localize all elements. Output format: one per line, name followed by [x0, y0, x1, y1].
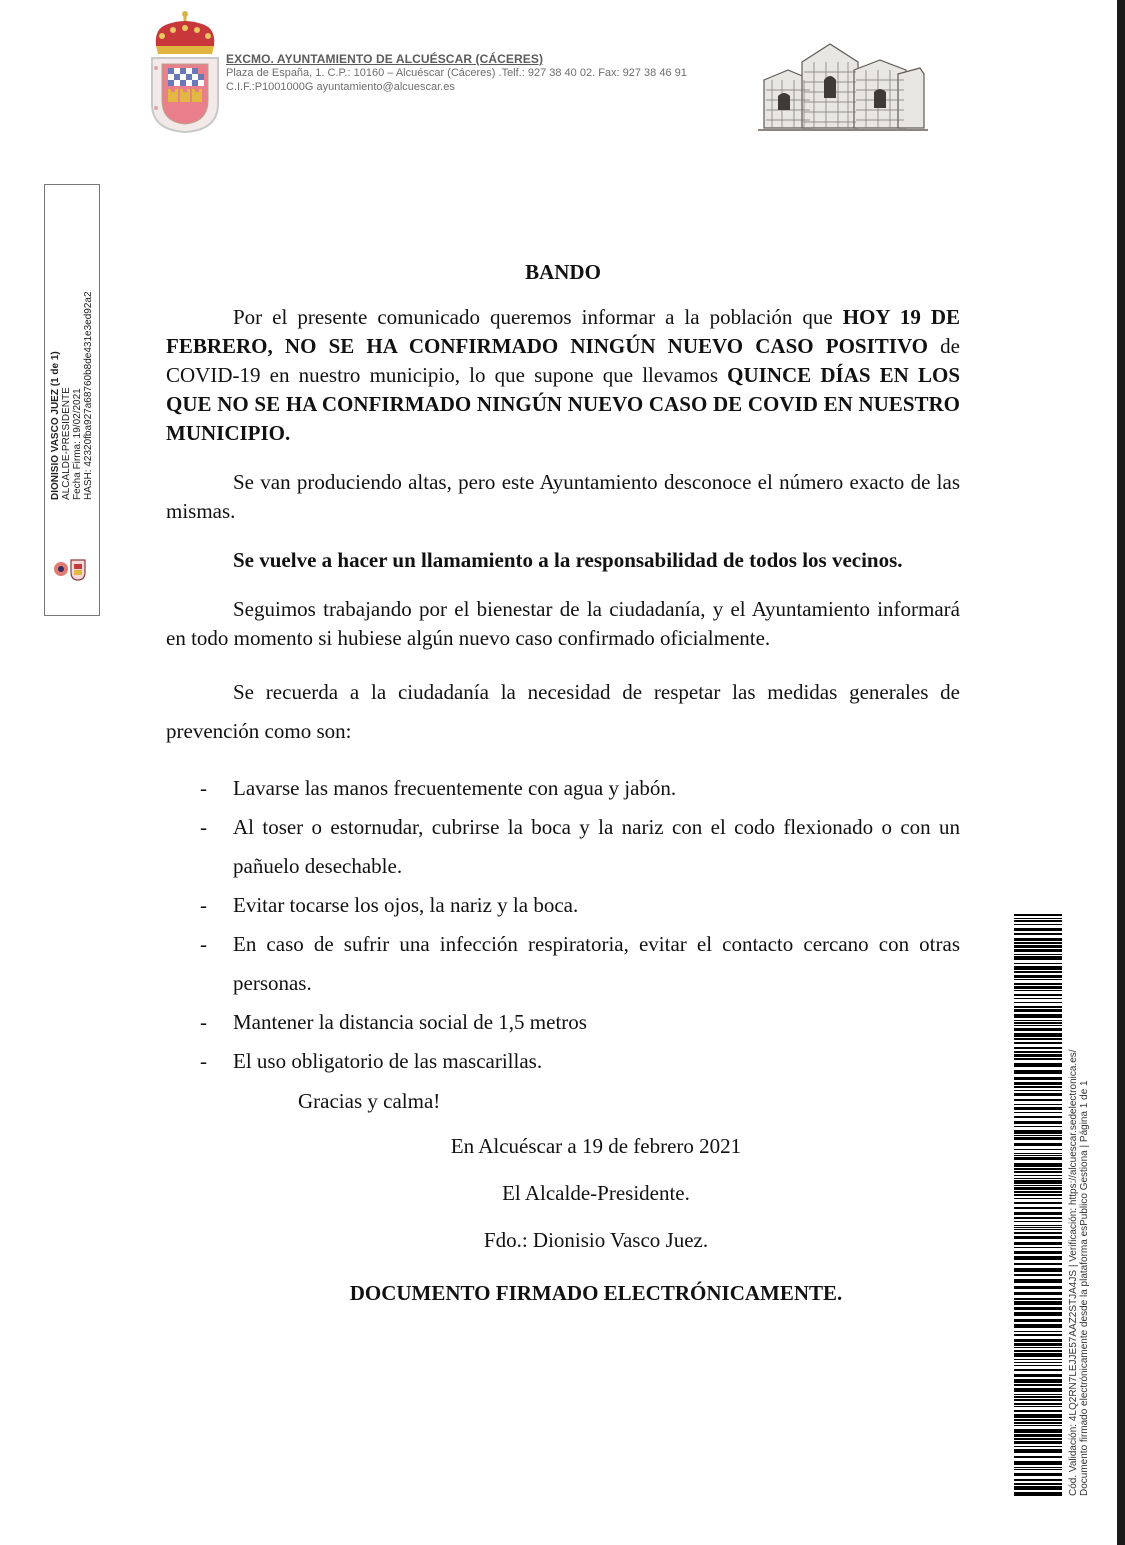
p1-part-c: de COVID-19 en nuestro municipio, lo que supone que llevamos — [166, 334, 961, 387]
list-item: - Evitar tocarse los ojos, la nariz y la boca. — [200, 893, 579, 917]
signature-date: Fecha Firma: 19/02/2021 — [72, 388, 83, 500]
organization-cif-email: C.I.F.:P1001000G ayuntamiento@alcuescar.es — [226, 81, 455, 93]
signer-role-line: El Alcalde-Presidente. — [502, 1181, 690, 1205]
prevention-measures-list — [166, 769, 960, 1081]
electronic-signature-notice: DOCUMENTO FIRMADO ELECTRÓNICAMENTE. — [349, 1281, 843, 1305]
document-body — [166, 258, 960, 1308]
signer-role: ALCALDE-PRESIDENTE — [61, 387, 72, 500]
list-item: - El uso obligatorio de las mascarillas. — [200, 1049, 543, 1073]
list-item: - Lavarse las manos frecuentemente con agua y jabón. — [200, 776, 677, 800]
paragraph-discharges: Se van produciendo altas, pero este Ayuntamiento desconoce el número exacto de las mismas. — [166, 470, 960, 523]
organization-name: EXCMO. AYUNTAMIENTO DE ALCUÉSCAR (CÁCERES) — [226, 52, 544, 66]
signed-by-line: Fdo.: Dionisio Vasco Juez. — [483, 1228, 709, 1252]
signature-hash: HASH: 42320fba927a68760b8de431e3ed92a2 — [83, 291, 94, 500]
coat-of-arms-logo — [148, 8, 222, 134]
paragraph-wellbeing: Seguimos trabajando por el bienestar de la ciudadanía, y el Ayuntamiento informará en todo momento si hubiese algún nuevo caso confirmado oficialmente. — [166, 597, 960, 650]
organization-address: Plaza de España, 1. C.P.: 10160 – Alcuéscar (Cáceres) .Telf.: 927 38 40 02. Fax: 927 38 46 91 — [226, 67, 687, 79]
document-title: BANDO — [525, 260, 601, 284]
platform-note: Documento firmado electrónicamente desde la plataforma esPublico Gestiona | Página 1 de 1 — [1079, 1080, 1090, 1496]
validation-code: Cód. Validación: 4LQ2RN7LEJJE57AAZ2STJA4JS | Verificación: https://alcuescar.sedelectronica.es/ — [1068, 1049, 1079, 1496]
letterhead — [226, 52, 687, 94]
signature-seal-icon — [51, 556, 87, 582]
p1-part-d: QUINCE DÍAS EN LOS QUE NO SE HA CONFIRMADO NINGÚN NUEVO CASO DE COVID EN NUESTRO MUNICIPIO. — [166, 363, 961, 445]
list-item: - En caso de sufrir una infección respiratoria, evitar el contacto cercano con otras personas. — [200, 932, 960, 995]
signer-name: DIONISIO VASCO JUEZ (1 de 1) — [50, 351, 61, 500]
paragraph-announcement — [166, 303, 960, 448]
validation-barcode — [1014, 914, 1062, 1496]
thanks-line: Gracias y calma! — [298, 1089, 441, 1113]
verification-text — [1068, 876, 1090, 1496]
p1-part-a: Por el presente comunicado queremos informar a la población que — [233, 305, 843, 329]
signature-info — [50, 200, 94, 500]
paragraph-prevention-intro: Se recuerda a la ciudadanía la necesidad de respetar las medidas generales de prevención como son: — [166, 680, 960, 743]
paragraph-responsibility-call: Se vuelve a hacer un llamamiento a la responsabilidad de todos los vecinos. — [233, 548, 903, 572]
page-edge-shadow — [1117, 0, 1125, 1545]
place-date: En Alcuéscar a 19 de febrero 2021 — [450, 1134, 742, 1158]
list-item: - Al toser o estornudar, cubrirse la boca y la nariz con el codo flexionado o con un pañuelo desechable. — [200, 815, 960, 878]
church-illustration — [758, 40, 928, 132]
list-item: - Mantener la distancia social de 1,5 metros — [200, 1010, 587, 1034]
p1-part-b: HOY 19 DE FEBRERO, NO SE HA CONFIRMADO NINGÚN NUEVO CASO POSITIVO — [166, 305, 960, 358]
